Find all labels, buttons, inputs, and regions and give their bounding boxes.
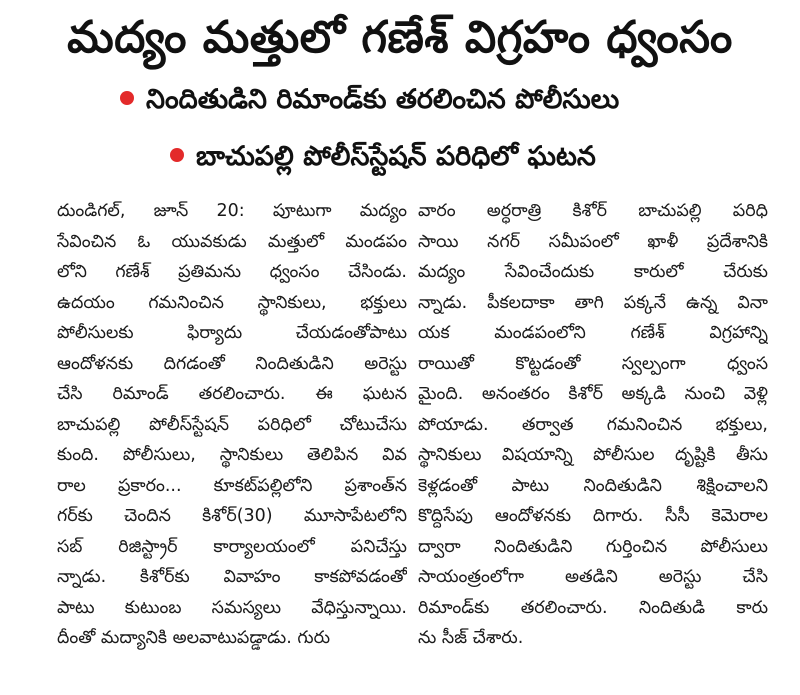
article-text-line: వారం అర్ధరాత్రి కిశోర్ బాచుపల్లి పరిధి	[418, 201, 768, 221]
article-headline: మద్యం మత్తులో గణేశ్ విగ్రహం ధ్వంసం	[67, 12, 733, 63]
subheadline-2	[170, 137, 596, 177]
article-text-line: న్నాడు. పీకలదాకా తాగి పక్కనే ఉన్న వినా	[418, 292, 768, 313]
article-text-line: రాయితో కొట్టడంతో స్వల్పంగా ధ్వంస	[418, 353, 768, 374]
article-text-line: సబ్ రిజిస్ట్రార్ కార్యాలయంలో పనిచేస్తు	[57, 536, 407, 557]
article-column-right	[418, 196, 768, 654]
article-text-line: పాటు కుటుంబ సమస్యలు వేధిస్తున్నాయి.	[57, 597, 407, 618]
article-text-line: ద్వారా నిందితుడిని గుర్తించిన పోలీసులు	[418, 536, 768, 557]
article-text-line: మైంది. అనంతరం కిశోర్ అక్కడి నుంచి వెళ్లి	[418, 384, 768, 404]
red-bullet-icon	[120, 91, 134, 105]
article-text-line: సాయంత్రంలోగా అతడిని అరెస్టు చేసి	[418, 567, 768, 587]
article-text-line: పోయాడు. తర్వాత గమనించిన భక్తులు,	[418, 414, 768, 435]
article-text-line: పోలీసులకు ఫిర్యాదు చేయడంతోపాటు	[57, 323, 407, 343]
article-text-line: కొద్దిసేపు ఆందోళనకు దిగారు. సీసీ కెమెరాల	[418, 506, 768, 526]
article-column-left	[57, 196, 407, 654]
article-text-line: దుండిగల్, జూన్ 20: పూటుగా మద్యం	[57, 201, 407, 221]
article-text-line: యక మండపంలోని గణేశ్ విగ్రహాన్ని	[418, 323, 768, 343]
article-text-line: కుంది. పోలీసులు, స్థానికులు తెలిపిన వివ	[57, 445, 407, 465]
red-bullet-icon	[170, 148, 184, 162]
article-text-line: చేసి రిమాండ్ తరలించారు. ఈ ఘటన	[57, 384, 407, 404]
article-text-line: గర్‌కు చెందిన కిశోర్(30) మూసాపేటలోని	[57, 506, 407, 526]
article-text-line: న్నాడు. కిశోర్‌కు వివాహం కాకపోవడంతో	[57, 567, 407, 587]
subheadline-1-text: నిందితుడిని రిమాండ్‌కు తరలించిన పోలీసులు	[146, 84, 620, 115]
article-text-line: రాల ప్రకారం... కూకట్‌పల్లిలోని ప్రశాంత్‌న	[57, 475, 407, 496]
article-text-line: కెళ్లడంతో పాటు నిందితుడిని శిక్షించాలని	[418, 475, 768, 496]
article-text-line: మద్యం సేవించేందుకు కారులో చేరుకు	[418, 262, 768, 282]
article-text-line: ఉదయం గమనించిన స్థానికులు, భక్తులు	[57, 292, 407, 313]
article-text-line: బాచుపల్లి పోలీస్‌స్టేషన్ పరిధిలో చోటుచేసు	[57, 414, 407, 435]
article-text-line: సాయి నగర్ సమీపంలో ఖాళీ ప్రదేశానికి	[418, 231, 768, 252]
article-text-line: ఆందోళనకు దిగడంతో నిందితుడిని అరెస్టు	[57, 353, 407, 374]
article-text-line: స్థానికులు విషయాన్ని పోలీసుల దృష్టికి తీసు	[418, 445, 768, 465]
article-text-line: ను సీజ్ చేశారు.	[418, 628, 524, 648]
subheadline-2-text: బాచుపల్లి పోలీస్‌స్టేషన్ పరిధిలో ఘటన	[196, 141, 596, 172]
subheadline-1	[120, 80, 619, 120]
article-text-line: సేవించిన ఓ యువకుడు మత్తులో మండపం	[57, 231, 407, 252]
article-text-line: లోని గణేశ్ ప్రతిమను ధ్వంసం చేసిండు.	[57, 262, 407, 282]
article-text-line: రిమాండ్‌కు తరలించారు. నిందితుడి కారు	[418, 597, 768, 618]
article-text-line: దీంతో మద్యానికి అలవాటుపడ్డాడు. గురు	[57, 628, 331, 648]
